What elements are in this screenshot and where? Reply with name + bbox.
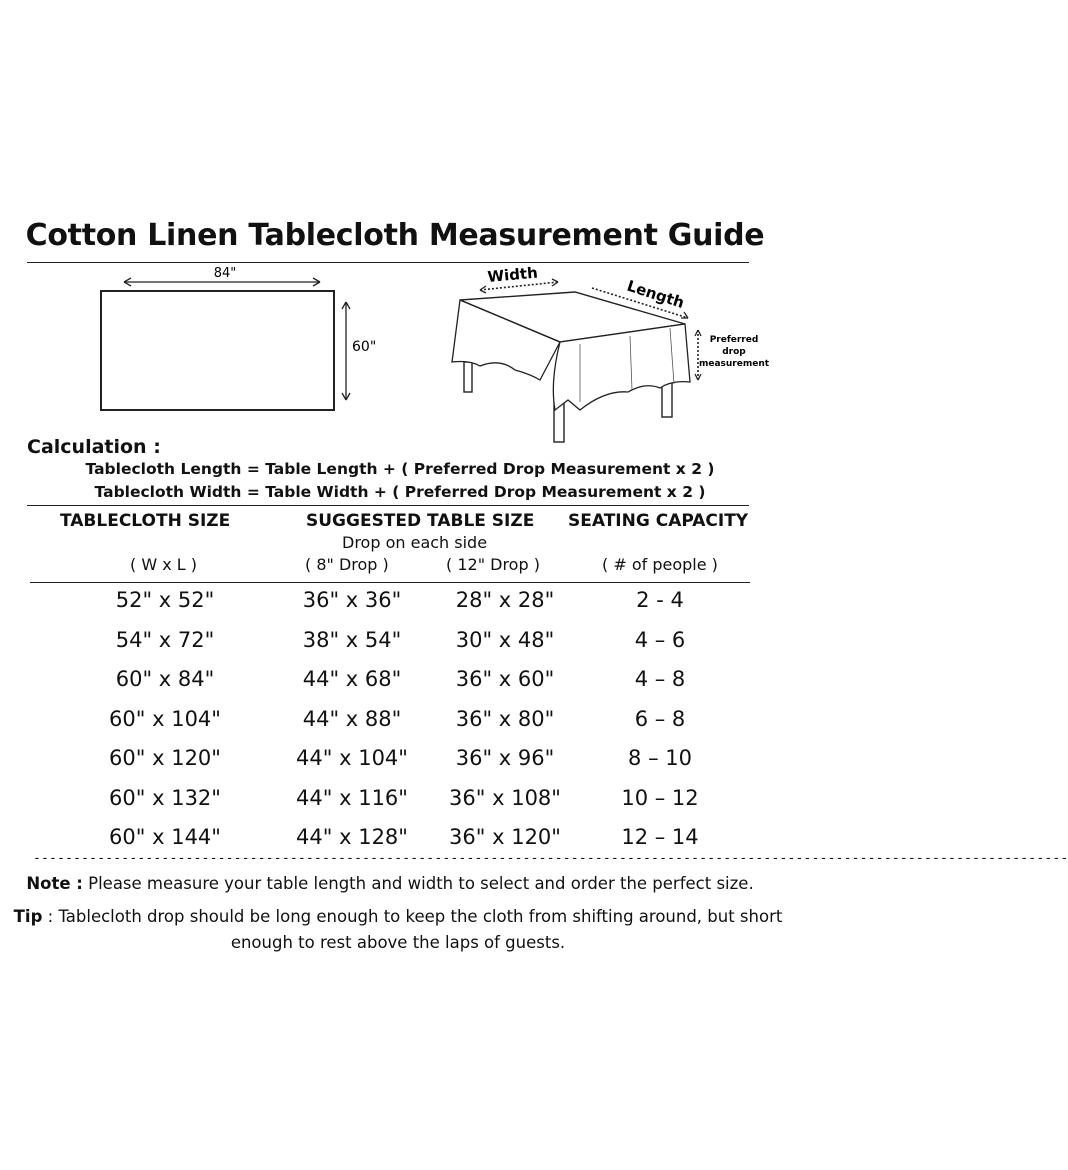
subheader-people: ( # of people ) <box>602 555 718 574</box>
width-dimension-label: 84" <box>213 266 237 281</box>
note-text <box>0 874 780 893</box>
cell-tablecloth-size: 60" x 104" <box>109 706 221 731</box>
calc-divider <box>27 505 749 506</box>
cell-seating-capacity: 2 - 4 <box>636 588 684 612</box>
cell-tablecloth-size: 60" x 84" <box>115 667 215 691</box>
calculation-label: Calculation : <box>27 436 161 458</box>
header-divider <box>30 582 750 583</box>
cell-tablecloth-size: 60" x 132" <box>109 785 221 810</box>
cell-tablecloth-size: 60" x 120" <box>109 746 221 770</box>
cell-table-size-12-drop: 30" x 48" <box>455 627 555 652</box>
cell-table-size-12-drop: 28" x 28" <box>455 588 555 612</box>
cell-seating-capacity: 12 – 14 <box>621 825 699 849</box>
cell-seating-capacity: 4 – 8 <box>634 667 686 691</box>
cell-table-size-12-drop: 36" x 108" <box>449 785 561 810</box>
flat-dimension-diagram <box>0 262 430 432</box>
height-dimension-label: 60" <box>352 339 377 355</box>
cell-table-size-12-drop: 36" x 120" <box>449 825 561 849</box>
cell-table-size-8-drop: 44" x 128" <box>296 825 408 849</box>
cell-table-size-8-drop: 44" x 104" <box>296 746 408 770</box>
cell-table-size-8-drop: 36" x 36" <box>302 588 402 612</box>
cell-seating-capacity: 8 – 10 <box>628 746 692 770</box>
drop-label-line1: Preferred <box>709 335 759 345</box>
note-body: Please measure your table length and width to select and order the perfect size. <box>82 874 754 893</box>
tip-body: : Tablecloth drop should be long enough to keep the cloth from shifting around, but short enough to rest above the laps of guests. <box>42 907 783 952</box>
cell-seating-capacity: 4 – 6 <box>634 627 686 652</box>
drop-label-line3: measurement <box>698 359 770 369</box>
cell-tablecloth-size: 60" x 144" <box>109 825 221 849</box>
cell-table-size-8-drop: 44" x 68" <box>302 667 402 691</box>
cell-seating-capacity: 10 – 12 <box>621 785 699 810</box>
table-illustration <box>440 262 775 447</box>
cell-seating-capacity: 6 – 8 <box>634 706 686 731</box>
drop-label-line2: drop <box>722 347 746 357</box>
cell-table-size-12-drop: 36" x 80" <box>455 706 555 731</box>
length-word: Length <box>624 276 687 313</box>
cell-table-size-8-drop: 44" x 116" <box>296 785 408 810</box>
header-suggested-table-size: SUGGESTED TABLE SIZE <box>306 511 535 531</box>
header-seating-capacity: SEATING CAPACITY <box>568 511 749 531</box>
drop-on-each-side: Drop on each side <box>342 533 488 552</box>
subheader-wxl: ( W x L ) <box>130 555 198 574</box>
length-formula: Tablecloth Length = Table Length + ( Preferred Drop Measurement x 2 ) <box>85 460 715 478</box>
dashed-separator: --------------------------------------------------------------------------------------------------------------------------------- <box>33 851 1068 866</box>
page-title: Cotton Linen Tablecloth Measurement Guide <box>25 218 765 253</box>
tip-label: Tip <box>13 907 43 926</box>
width-word: Width <box>486 263 539 286</box>
cell-table-size-12-drop: 36" x 96" <box>455 746 555 770</box>
subheader-12-drop: ( 12" Drop ) <box>446 555 540 574</box>
cell-tablecloth-size: 54" x 72" <box>115 627 215 652</box>
header-tablecloth-size: TABLECLOTH SIZE <box>60 511 231 531</box>
cell-tablecloth-size: 52" x 52" <box>115 588 215 612</box>
note-label: Note : <box>26 874 83 893</box>
cell-table-size-12-drop: 36" x 60" <box>455 667 555 691</box>
cell-table-size-8-drop: 38" x 54" <box>302 627 402 652</box>
tablecloth-rectangle <box>101 291 334 410</box>
cell-table-size-8-drop: 44" x 88" <box>302 706 402 731</box>
subheader-8-drop: ( 8" Drop ) <box>305 555 389 574</box>
tip-text <box>0 904 788 956</box>
width-formula: Tablecloth Width = Table Width + ( Preferred Drop Measurement x 2 ) <box>94 483 706 501</box>
